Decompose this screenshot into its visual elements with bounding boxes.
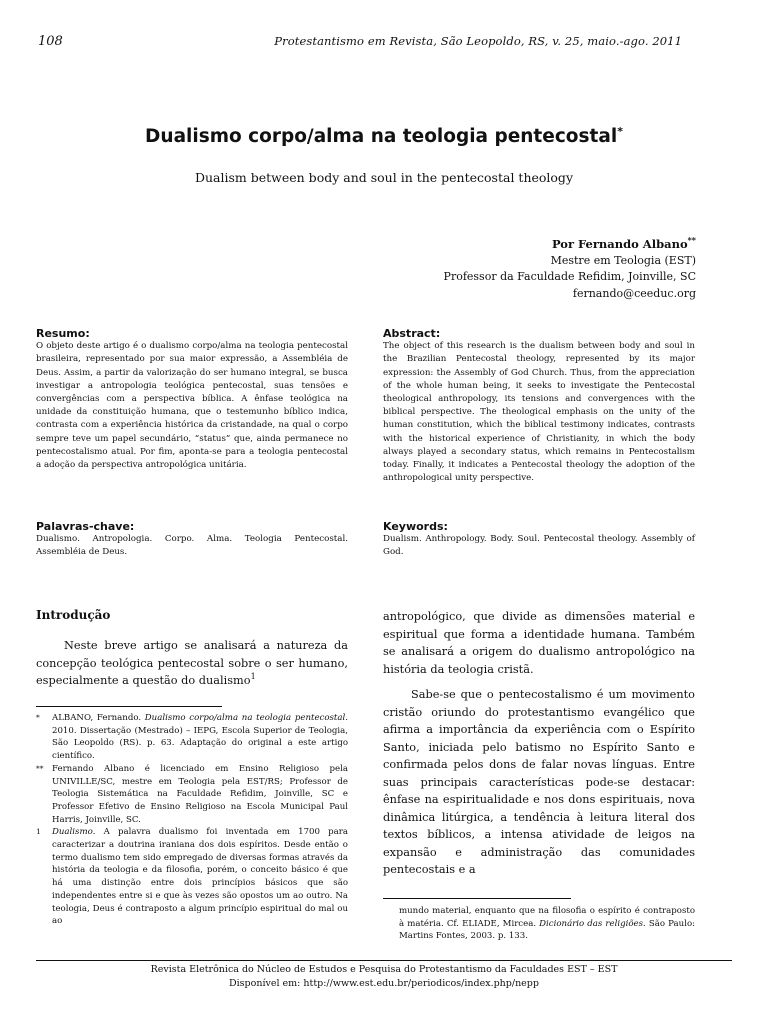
footer-line-2: Disponível em: http://www.est.edu.br/periodicos/index.php/nepp <box>229 978 539 989</box>
footnote-3-cont-title: Dicionário das religiões <box>539 918 644 929</box>
footnote-rule-right <box>383 898 571 899</box>
footnote-2-mark: ** <box>36 763 44 773</box>
title-footnote-mark: * <box>617 124 623 138</box>
palavras-chave-section <box>36 520 348 560</box>
footnote-1-title: Dualismo corpo/alma na teologia pentecostal <box>144 713 346 723</box>
footer-rule <box>36 960 732 961</box>
author-footnote-mark: ** <box>687 235 696 246</box>
keywords-heading: Keywords: <box>383 520 448 533</box>
footnote-3-text: . A palavra dualismo foi inventada em 1700 para caracterizar a doutrina iraniana dos dois espíritos. Desde então o termo dualismo tem sido empregado de diversas formas através da história da teologia e da filosofia, porém, o conceito básico é que há uma distinção entre dois princípios básicos que são independentes entre si e que às vezes são opostos um ao outro. Na teologia, Deus é contraposto a algum princípio espiritual do mal ou ao <box>52 827 348 927</box>
intro-left-text <box>36 637 348 690</box>
palavras-chave-heading: Palavras-chave: <box>36 520 135 533</box>
intro-right-text <box>383 608 695 879</box>
footnotes-left <box>36 712 348 928</box>
footnote-1 <box>36 712 348 763</box>
running-header: Protestantismo em Revista, São Leopoldo, RS, v. 25, maio.-ago. 2011 <box>274 34 682 48</box>
footer-line-1: Revista Eletrônica do Núcleo de Estudos e Pesquisa do Protestantismo da Faculdades EST – EST <box>150 964 618 975</box>
author-degree: Mestre em Teologia (EST) <box>550 253 696 267</box>
author-affiliation: Professor da Faculdade Refidim, Joinville, SC <box>443 270 696 283</box>
footnote-1-suffix: . 2010. Dissertação (Mestrado) – IEPG, Escola Superior de Teologia, São Leopoldo (RS). p. 63. Adaptação do original a este artigo científico. <box>52 713 348 762</box>
footnote-3-continued <box>383 905 695 943</box>
footnote-3-cont-prefix: mundo material, enquanto que na filosofia o espírito é contraposto à matéria. Cf. ELIADE, Mircea. <box>399 906 695 929</box>
footnote-3 <box>36 826 348 928</box>
page-number: 108 <box>38 34 63 49</box>
title-text: Dualismo corpo/alma na teologia pentecostal <box>145 126 618 147</box>
article-subtitle: Dualism between body and soul in the pentecostal theology <box>194 170 573 185</box>
resumo-text: O objeto deste artigo é o dualismo corpo/alma na teologia pentecostal brasileira, representado por sua maior expressão, a Assembléia de Deus. Assim, a partir da valorização do ser humano integral, se busca investigar a antropologia teológica pentecostal, suas tensões e convergências com a perspectiva bíblica. A ênfase teológica na unidade da constituição humana, que o testemunho bíblico indica, contrasta com a experiência histórica da cristandade, na qual o corpo sempre teve um papel secundário, “status” que, ainda permanece no pentecostalismo atual. Por fim, aponta-se para a teologia pentecostal a adoção da perspectiva antropológica unitária. <box>36 341 348 471</box>
author-name <box>444 236 696 253</box>
palavras-chave-text: Dualismo. Antropologia. Corpo. Alma. Teologia Pentecostal. Assembléia de Deus. <box>36 534 348 558</box>
footnote-2-text: Fernando Albano é licenciado em Ensino Religioso pela UNIVILLE/SC, mestre em Teologia pela EST/RS; Professor de Teologia Sistemática na Faculdade Refidim, Joinville, SC e Professor Efetivo de Ensino Religioso na Escola Municipal Paul Harris, Joinville, SC. <box>52 763 348 825</box>
resumo-section <box>36 327 348 472</box>
abstract-section <box>383 327 695 485</box>
footnote-3-term: Dualismo <box>52 827 93 838</box>
article-title <box>0 126 768 147</box>
footnote-1-prefix: ALBANO, Fernando. <box>52 713 145 723</box>
intro-paragraph-1 <box>36 637 348 690</box>
abstract-text: The object of this research is the dualism between body and soul in the Brazilian Pentecostal theology, represented by its major expression: the Assembly of God Church. Thus, from the appreciation of the whole human being, it seeks to investigate the Pentecostal theological anthropology, its tensions and convergences with the biblical perspective. The theological emphasis on the unity of the human constitution, which the biblical testimony indicates, contrasts with the historical experience of Christianity, in which the body always played a secondary status, which remains in Pentecostalism today. Finally, it indicates a Pentecostal theology the adoption of the anthropological unity perspective. <box>383 341 695 484</box>
intro-paragraph-2: Sabe-se que o pentecostalismo é um movimento cristão oriundo do protestantismo evangélico que afirma a importância da experiência com o Espírito Santo, iniciada pelo batismo no Espírito Santo e confirmada pelos dons de falar novas línguas. Entre suas principais características pode-se destacar: ênfase na espiritualidade e nos dons espirituais, nova dinâmica litúrgica, a tendência à leitura literal dos textos bíblicos, a intensa atividade de leigos na expansão e administração das comunidades pentecostais e a <box>383 688 695 876</box>
footnote-3-cont-suffix: . São Paulo: Martins Fontes, 2003. p. 133. <box>399 918 696 942</box>
intro-footnote-mark: 1 <box>250 672 256 682</box>
resumo-heading: Resumo: <box>36 327 90 340</box>
footnote-2 <box>36 763 348 827</box>
footnote-rule-left <box>36 706 222 707</box>
footnote-1-mark: * <box>36 713 40 722</box>
intro-heading: Introdução <box>36 608 111 622</box>
abstract-heading: Abstract: <box>383 327 441 340</box>
footnotes-right <box>383 905 695 943</box>
keywords-section <box>383 520 695 560</box>
intro-paragraph-1-continued: antropológico, que divide as dimensões material e espiritual que forma a identidade humana. Também se analisará a origem do dualismo antropológico na história da teologia cristã. <box>383 610 695 676</box>
author-block <box>444 236 696 302</box>
keywords-text: Dualism. Anthropology. Body. Soul. Pentecostal theology. Assembly of God. <box>383 534 695 558</box>
intro-paragraph-1-text: Neste breve artigo se analisará a natureza da concepção teológica pentecostal sobre o ser humano, especialmente a questão do dualismo <box>36 639 348 687</box>
author-email: fernando@ceeduc.org <box>572 286 696 300</box>
author-name-text: Por Fernando Albano <box>551 237 688 251</box>
footnote-3-mark: 1 <box>36 827 41 837</box>
